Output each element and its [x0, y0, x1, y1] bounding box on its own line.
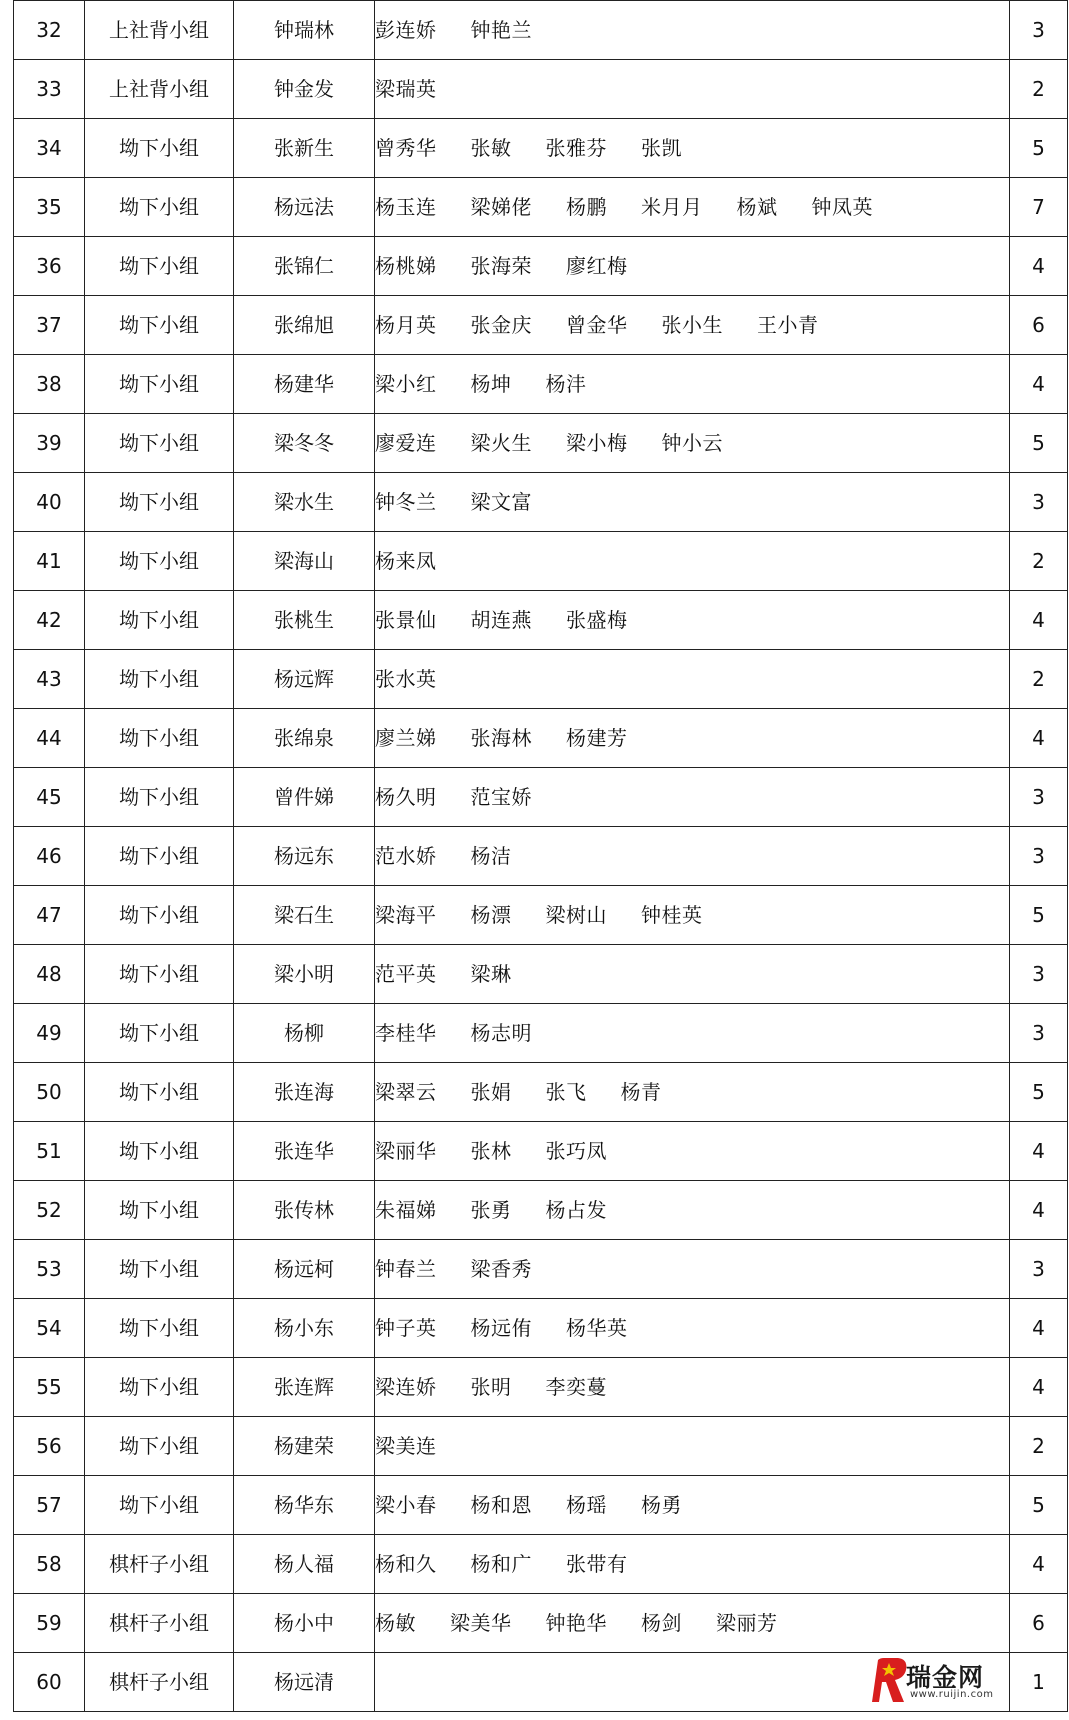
household-head-cell: 杨建荣	[234, 1417, 375, 1476]
group-name-cell: 坳下小组	[85, 827, 234, 886]
member-count-cell: 4	[1010, 591, 1068, 650]
member-name: 杨久明	[375, 785, 437, 809]
row-number-cell: 38	[14, 355, 85, 414]
member-name: 李桂华	[375, 1021, 437, 1045]
member-count-cell: 5	[1010, 886, 1068, 945]
row-number-cell: 34	[14, 119, 85, 178]
member-name: 钟春兰	[375, 1257, 437, 1281]
member-count-cell: 3	[1010, 1240, 1068, 1299]
table-row	[14, 1, 1068, 60]
member-name: 杨洁	[470, 844, 512, 868]
member-name: 梁娣佬	[470, 195, 532, 219]
member-name: 杨玉连	[375, 195, 437, 219]
members-cell	[375, 1417, 1010, 1476]
member-name: 梁美华	[450, 1611, 512, 1635]
row-number-cell: 52	[14, 1181, 85, 1240]
members-cell	[375, 355, 1010, 414]
group-name-cell: 坳下小组	[85, 355, 234, 414]
member-name: 张飞	[545, 1080, 587, 1104]
member-name: 杨鹏	[566, 195, 607, 219]
member-name: 杨来凤	[375, 549, 437, 573]
member-count-cell: 4	[1010, 355, 1068, 414]
group-name-cell: 坳下小组	[85, 237, 234, 296]
site-watermark-logo	[866, 1656, 1014, 1704]
member-count-cell: 4	[1010, 1299, 1068, 1358]
group-name-cell: 棋杆子小组	[85, 1594, 234, 1653]
group-name-cell: 坳下小组	[85, 178, 234, 237]
group-name-cell: 坳下小组	[85, 650, 234, 709]
member-count-cell: 3	[1010, 768, 1068, 827]
group-name-cell: 坳下小组	[85, 591, 234, 650]
members-cell	[375, 1181, 1010, 1240]
member-name: 廖爱连	[375, 431, 437, 455]
row-number-cell: 33	[14, 60, 85, 119]
member-name: 张盛梅	[566, 608, 628, 632]
row-number-cell: 41	[14, 532, 85, 591]
group-name-cell: 坳下小组	[85, 1004, 234, 1063]
members-cell	[375, 60, 1010, 119]
table-row	[14, 1535, 1068, 1594]
members-cell	[375, 1063, 1010, 1122]
member-count-cell: 5	[1010, 414, 1068, 473]
row-number-cell: 42	[14, 591, 85, 650]
table-row	[14, 1299, 1068, 1358]
row-number-cell: 50	[14, 1063, 85, 1122]
member-name: 范宝娇	[470, 785, 532, 809]
member-name: 张娟	[470, 1080, 512, 1104]
group-name-cell: 坳下小组	[85, 1122, 234, 1181]
group-name-cell: 坳下小组	[85, 945, 234, 1004]
group-name-cell: 坳下小组	[85, 1417, 234, 1476]
household-head-cell: 张传林	[234, 1181, 375, 1240]
member-name: 杨建芳	[566, 726, 628, 750]
table-row	[14, 827, 1068, 886]
member-name: 王小青	[757, 313, 819, 337]
members-cell	[375, 591, 1010, 650]
table-row	[14, 1240, 1068, 1299]
row-number-cell: 56	[14, 1417, 85, 1476]
table-row	[14, 296, 1068, 355]
member-name: 杨瑶	[566, 1493, 607, 1517]
member-count-cell: 4	[1010, 709, 1068, 768]
member-name: 梁翠云	[375, 1080, 437, 1104]
household-head-cell: 杨小中	[234, 1594, 375, 1653]
row-number-cell: 48	[14, 945, 85, 1004]
member-name: 杨坤	[470, 372, 512, 396]
group-name-cell: 上社背小组	[85, 1, 234, 60]
row-number-cell: 49	[14, 1004, 85, 1063]
member-name: 梁文富	[470, 490, 532, 514]
watermark-title: 瑞金网	[906, 1663, 985, 1692]
member-name: 梁海平	[375, 903, 437, 927]
table-row	[14, 1594, 1068, 1653]
group-name-cell: 坳下小组	[85, 768, 234, 827]
member-name: 米月月	[641, 195, 703, 219]
group-name-cell: 坳下小组	[85, 1299, 234, 1358]
group-name-cell: 棋杆子小组	[85, 1653, 234, 1712]
group-name-cell: 坳下小组	[85, 119, 234, 178]
members-cell	[375, 1122, 1010, 1181]
member-name: 张敏	[470, 136, 512, 160]
member-count-cell: 6	[1010, 296, 1068, 355]
members-cell	[375, 532, 1010, 591]
member-name: 梁火生	[470, 431, 532, 455]
group-name-cell: 坳下小组	[85, 414, 234, 473]
members-cell	[375, 1, 1010, 60]
members-cell	[375, 178, 1010, 237]
member-name: 梁小红	[375, 372, 437, 396]
member-name: 张海林	[470, 726, 532, 750]
household-head-cell: 张连华	[234, 1122, 375, 1181]
member-count-cell: 3	[1010, 1004, 1068, 1063]
member-name: 杨志明	[470, 1021, 532, 1045]
member-name: 梁小梅	[566, 431, 628, 455]
roster-table	[13, 0, 1068, 1712]
members-cell	[375, 1594, 1010, 1653]
members-cell	[375, 1004, 1010, 1063]
group-name-cell: 上社背小组	[85, 60, 234, 119]
member-name: 范平英	[375, 962, 437, 986]
household-head-cell: 杨小东	[234, 1299, 375, 1358]
table-row	[14, 178, 1068, 237]
member-name: 杨青	[620, 1080, 662, 1104]
row-number-cell: 44	[14, 709, 85, 768]
member-name: 钟冬兰	[375, 490, 437, 514]
row-number-cell: 59	[14, 1594, 85, 1653]
table-row	[14, 473, 1068, 532]
household-head-cell: 钟金发	[234, 60, 375, 119]
members-cell	[375, 1299, 1010, 1358]
table-row	[14, 886, 1068, 945]
table-row	[14, 1358, 1068, 1417]
member-name: 杨桃娣	[375, 254, 437, 278]
household-head-cell: 张绵泉	[234, 709, 375, 768]
watermark-url: www.ruijin.com	[910, 1689, 994, 1700]
member-count-cell: 4	[1010, 1181, 1068, 1240]
member-name: 张海荣	[470, 254, 532, 278]
member-count-cell: 2	[1010, 650, 1068, 709]
row-number-cell: 46	[14, 827, 85, 886]
member-name: 杨月英	[375, 313, 437, 337]
member-name: 钟桂英	[641, 903, 703, 927]
member-count-cell: 6	[1010, 1594, 1068, 1653]
row-number-cell: 45	[14, 768, 85, 827]
members-cell	[375, 709, 1010, 768]
member-count-cell: 1	[1010, 1653, 1068, 1712]
household-head-cell: 杨远清	[234, 1653, 375, 1712]
row-number-cell: 32	[14, 1, 85, 60]
household-head-cell: 杨华东	[234, 1476, 375, 1535]
row-number-cell: 40	[14, 473, 85, 532]
member-name: 杨勇	[641, 1493, 682, 1517]
member-name: 梁琳	[470, 962, 512, 986]
table-row	[14, 709, 1068, 768]
member-name: 梁树山	[545, 903, 607, 927]
household-head-cell: 梁冬冬	[234, 414, 375, 473]
table-row	[14, 650, 1068, 709]
member-name: 张小生	[661, 313, 723, 337]
household-head-cell: 张桃生	[234, 591, 375, 650]
row-number-cell: 39	[14, 414, 85, 473]
member-count-cell: 4	[1010, 1358, 1068, 1417]
row-number-cell: 47	[14, 886, 85, 945]
members-cell	[375, 296, 1010, 355]
group-name-cell: 坳下小组	[85, 473, 234, 532]
member-count-cell: 3	[1010, 473, 1068, 532]
member-name: 张巧凤	[545, 1139, 607, 1163]
members-cell	[375, 119, 1010, 178]
member-name: 梁小春	[375, 1493, 437, 1517]
household-head-cell: 张锦仁	[234, 237, 375, 296]
row-number-cell: 43	[14, 650, 85, 709]
member-name: 张水英	[375, 667, 437, 691]
member-count-cell: 2	[1010, 60, 1068, 119]
member-name: 梁丽华	[375, 1139, 437, 1163]
member-count-cell: 2	[1010, 1417, 1068, 1476]
member-name: 胡连燕	[470, 608, 532, 632]
member-name: 梁香秀	[470, 1257, 532, 1281]
table-row	[14, 237, 1068, 296]
members-cell	[375, 827, 1010, 886]
row-number-cell: 53	[14, 1240, 85, 1299]
household-head-cell: 杨人福	[234, 1535, 375, 1594]
table-row	[14, 1417, 1068, 1476]
member-count-cell: 3	[1010, 1, 1068, 60]
members-cell	[375, 414, 1010, 473]
member-name: 杨华英	[566, 1316, 628, 1340]
members-cell	[375, 1240, 1010, 1299]
table-row	[14, 1181, 1068, 1240]
member-name: 张勇	[470, 1198, 512, 1222]
household-head-cell: 杨柳	[234, 1004, 375, 1063]
row-number-cell: 55	[14, 1358, 85, 1417]
member-name: 钟小云	[661, 431, 723, 455]
member-name: 李奕蔓	[545, 1375, 607, 1399]
member-name: 梁美连	[375, 1434, 437, 1458]
member-count-cell: 5	[1010, 1063, 1068, 1122]
members-cell	[375, 473, 1010, 532]
row-number-cell: 35	[14, 178, 85, 237]
member-name: 张雅芬	[545, 136, 607, 160]
member-count-cell: 2	[1010, 532, 1068, 591]
group-name-cell: 坳下小组	[85, 886, 234, 945]
table-row	[14, 355, 1068, 414]
member-name: 廖红梅	[566, 254, 628, 278]
table-row	[14, 532, 1068, 591]
table-row	[14, 1063, 1068, 1122]
group-name-cell: 棋杆子小组	[85, 1535, 234, 1594]
table-row	[14, 591, 1068, 650]
members-cell	[375, 1535, 1010, 1594]
table-row	[14, 1122, 1068, 1181]
household-head-cell: 张连海	[234, 1063, 375, 1122]
member-name: 张凯	[641, 136, 682, 160]
group-name-cell: 坳下小组	[85, 709, 234, 768]
table-row	[14, 768, 1068, 827]
member-name: 杨远侑	[470, 1316, 532, 1340]
group-name-cell: 坳下小组	[85, 296, 234, 355]
member-count-cell: 7	[1010, 178, 1068, 237]
household-head-cell: 梁水生	[234, 473, 375, 532]
group-name-cell: 坳下小组	[85, 1181, 234, 1240]
table-row	[14, 119, 1068, 178]
members-cell	[375, 650, 1010, 709]
member-name: 钟艳兰	[470, 18, 532, 42]
row-number-cell: 37	[14, 296, 85, 355]
member-name: 张金庆	[470, 313, 532, 337]
household-head-cell: 梁海山	[234, 532, 375, 591]
table-row	[14, 945, 1068, 1004]
members-cell	[375, 237, 1010, 296]
row-number-cell: 54	[14, 1299, 85, 1358]
member-count-cell: 3	[1010, 945, 1068, 1004]
member-name: 张景仙	[375, 608, 437, 632]
member-name: 梁瑞英	[375, 77, 437, 101]
row-number-cell: 60	[14, 1653, 85, 1712]
household-head-cell: 梁小明	[234, 945, 375, 1004]
household-head-cell: 张绵旭	[234, 296, 375, 355]
member-count-cell: 4	[1010, 237, 1068, 296]
member-name: 杨和久	[375, 1552, 437, 1576]
member-name: 钟子英	[375, 1316, 437, 1340]
member-name: 杨和恩	[470, 1493, 532, 1517]
household-head-cell: 杨远柯	[234, 1240, 375, 1299]
member-name: 杨沣	[545, 372, 587, 396]
member-count-cell: 3	[1010, 827, 1068, 886]
member-count-cell: 4	[1010, 1122, 1068, 1181]
members-cell	[375, 768, 1010, 827]
member-name: 曾金华	[566, 313, 628, 337]
household-head-cell: 张连辉	[234, 1358, 375, 1417]
row-number-cell: 36	[14, 237, 85, 296]
member-name: 杨占发	[545, 1198, 607, 1222]
table-row	[14, 1476, 1068, 1535]
member-name: 范水娇	[375, 844, 437, 868]
member-name: 杨斌	[736, 195, 778, 219]
member-name: 张林	[470, 1139, 512, 1163]
member-name: 杨和广	[470, 1552, 532, 1576]
household-head-cell: 杨建华	[234, 355, 375, 414]
row-number-cell: 58	[14, 1535, 85, 1594]
group-name-cell: 坳下小组	[85, 1063, 234, 1122]
member-name: 梁连娇	[375, 1375, 437, 1399]
member-name: 彭连娇	[375, 18, 437, 42]
member-name: 钟艳华	[545, 1611, 607, 1635]
roster-table-body	[14, 1, 1068, 1712]
household-head-cell: 杨远法	[234, 178, 375, 237]
household-head-cell: 曾件娣	[234, 768, 375, 827]
household-head-cell: 张新生	[234, 119, 375, 178]
member-count-cell: 4	[1010, 1535, 1068, 1594]
household-head-cell: 梁石生	[234, 886, 375, 945]
member-count-cell: 5	[1010, 119, 1068, 178]
table-row	[14, 414, 1068, 473]
row-number-cell: 57	[14, 1476, 85, 1535]
table-row	[14, 1004, 1068, 1063]
member-name: 梁丽芳	[716, 1611, 778, 1635]
member-name: 张带有	[566, 1552, 628, 1576]
group-name-cell: 坳下小组	[85, 1358, 234, 1417]
members-cell	[375, 945, 1010, 1004]
member-name: 杨漂	[470, 903, 512, 927]
table-row	[14, 60, 1068, 119]
member-name: 朱福娣	[375, 1198, 437, 1222]
row-number-cell: 51	[14, 1122, 85, 1181]
household-head-cell: 杨远东	[234, 827, 375, 886]
member-name: 廖兰娣	[375, 726, 437, 750]
group-name-cell: 坳下小组	[85, 1240, 234, 1299]
members-cell	[375, 1476, 1010, 1535]
member-name: 张明	[470, 1375, 512, 1399]
member-count-cell: 5	[1010, 1476, 1068, 1535]
member-name: 钟凤英	[811, 195, 873, 219]
group-name-cell: 坳下小组	[85, 532, 234, 591]
members-cell	[375, 1358, 1010, 1417]
member-name: 杨剑	[641, 1611, 682, 1635]
household-head-cell: 杨远辉	[234, 650, 375, 709]
group-name-cell: 坳下小组	[85, 1476, 234, 1535]
household-head-cell: 钟瑞林	[234, 1, 375, 60]
member-name: 杨敏	[375, 1611, 416, 1635]
members-cell	[375, 886, 1010, 945]
member-name: 曾秀华	[375, 136, 437, 160]
